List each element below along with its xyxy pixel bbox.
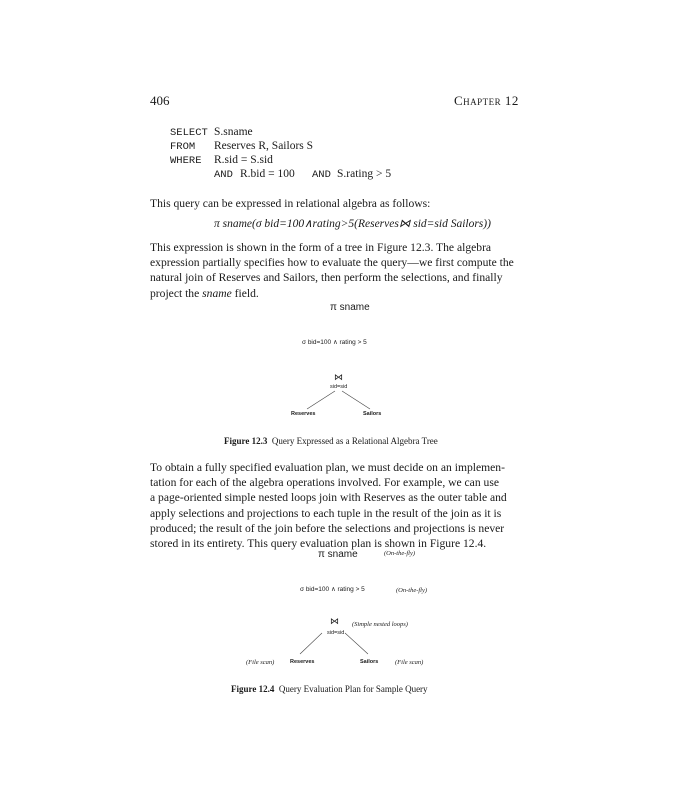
fig4-project-annotation: (On-the-fly) — [384, 550, 416, 557]
fig3-caption — [224, 436, 438, 446]
para3-line-5: produced; the result of the join before the selections and projections is never — [150, 521, 505, 535]
fig3-edge-right — [342, 391, 370, 409]
fig4-reserves-annotation: (File scan) — [246, 659, 275, 666]
sql-and-keyword: AND — [214, 169, 233, 181]
sql-and-value-2: S.rating > 5 — [337, 168, 392, 180]
para2-line-4b: sname — [202, 286, 232, 300]
para2-line-4a: project the — [150, 286, 203, 300]
para3-line-6: stored in its entirety. This query evaluation plan is shown in Figure 12.4. — [150, 537, 487, 551]
para3-line-4: apply selections and projections to each tuple in the result of the join as it is — [150, 506, 502, 520]
fig3-select-node: σ bid=100 ∧ rating > 5 — [302, 339, 367, 346]
paragraph-intro: This query can be expressed in relational algebra as follows: — [150, 197, 431, 210]
fig4-project-node: π sname — [318, 549, 358, 560]
para2-line-2: expression partially specifies how to evaluate the query—we first compute the — [150, 256, 514, 270]
fig4-edge-left — [300, 633, 322, 654]
para3-line-3: a page-oriented simple nested loops join with Reserves as the outer table and — [150, 491, 507, 505]
para3-line-2: tation for each of the algebra operations involved. For example, we can use — [150, 476, 499, 490]
paragraph-evaluation-plan — [150, 460, 532, 551]
fig4-join-condition: sid=sid — [327, 630, 345, 636]
fig3-reserves-node: Reserves — [291, 411, 316, 417]
relational-algebra-expression: π sname(σ bid=100∧rating>5(Reserves⋈ sid=sid Sailors)) — [214, 218, 491, 230]
fig4-sailors-annotation: (File scan) — [395, 659, 424, 666]
sql-select-value: S.sname — [214, 126, 253, 138]
sql-where-keyword: WHERE — [170, 155, 202, 167]
fig3-join-condition: sid=sid — [330, 384, 348, 390]
fig4-select-node: σ bid=100 ∧ rating > 5 — [300, 586, 365, 593]
sql-and-keyword-2: AND — [312, 169, 331, 181]
fig4-caption-label: Figure 12.4 — [231, 684, 275, 694]
sql-select-keyword: SELECT — [170, 127, 208, 139]
fig4-caption — [231, 684, 428, 694]
sql-where-value: R.sid = S.sid — [214, 154, 273, 166]
chapter-heading: Chapter 12 — [454, 93, 519, 108]
para3-line-1: To obtain a fully specified evaluation plan, we must decide on an implemen- — [150, 461, 505, 474]
fig3-edge-left — [307, 391, 335, 409]
fig3-caption-text: Query Expressed as a Relational Algebra Tree — [271, 436, 438, 446]
fig3-join-symbol: ⋈ — [334, 372, 343, 382]
fig4-join-annotation: (Simple nested loops) — [352, 621, 408, 628]
page-number: 406 — [150, 93, 170, 108]
sql-from-value: Reserves R, Sailors S — [214, 140, 314, 152]
fig4-edge-right — [345, 633, 368, 654]
para2-line-3: natural join of Reserves and Sailors, then perform the selections, and finally — [150, 271, 503, 285]
fig4-join-symbol: ⋈ — [330, 616, 339, 626]
fig4-caption-text: Query Evaluation Plan for Sample Query — [278, 684, 428, 694]
fig3-sailors-node: Sailors — [363, 411, 382, 417]
para2-line-1: This expression is shown in the form of a tree in Figure 12.3. The algebra — [150, 241, 492, 254]
fig4-reserves-node: Reserves — [290, 659, 315, 665]
fig3-caption-label: Figure 12.3 — [224, 436, 268, 446]
fig4-sailors-node: Sailors — [360, 659, 379, 665]
sql-from-keyword: FROM — [170, 141, 196, 153]
fig4-select-annotation: (On-the-fly) — [396, 587, 428, 594]
fig3-project-node: π sname — [330, 302, 370, 313]
sql-and-value-1: R.bid = 100 — [240, 168, 295, 180]
para2-line-4c: field. — [231, 286, 259, 300]
